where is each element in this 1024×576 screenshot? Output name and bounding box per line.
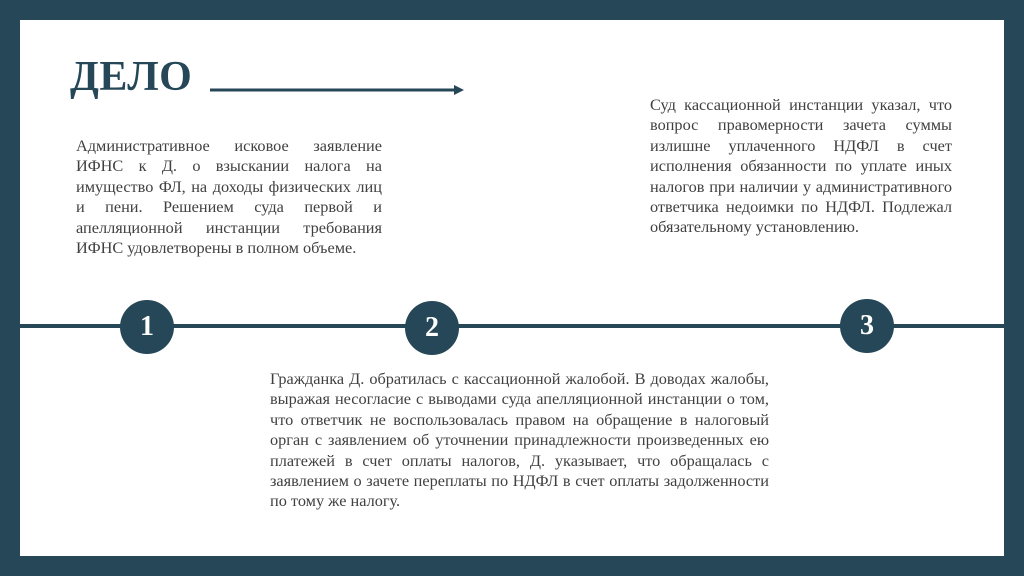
slide xyxy=(20,20,1004,556)
step-1-text: Административное исковое заявление ИФНС к Д. о взыскании налога на имущество ФЛ, на доходы физических лиц и пени. Решением суда первой и апелляционной инстанции требования ИФНС удовлетворены в полном объеме. xyxy=(76,136,382,258)
step-1-marker: 1 xyxy=(120,300,174,354)
step-3-text: Суд кассационной инстанции указал, что вопрос правомерности зачета суммы излишне уплаченного НДФЛ в счет исполнения обязанности по уплате иных налогов при наличии у административного ответчика недоимки по НДФЛ. Подлежал обязательному установлению. xyxy=(650,95,952,237)
step-3-marker: 3 xyxy=(840,299,894,353)
step-2-text: Гражданка Д. обратилась с кассационной жалобой. В доводах жалобы, выражая несогласие с выводами суда апелляционной инстанции о том, что ответчик не воспользовалась правом на обращение в налоговый орган с заявлением об уточнении принадлежности произведенных ею платежей в счет оплаты налогов, Д. указывает, что обращалась с заявлением о зачете переплаты по НДФЛ в счет оплаты задолженности по тому же налогу. xyxy=(270,369,769,511)
title-arrow-icon xyxy=(208,80,464,100)
slide-title: ДЕЛО xyxy=(70,54,193,100)
step-2-marker: 2 xyxy=(405,301,459,355)
